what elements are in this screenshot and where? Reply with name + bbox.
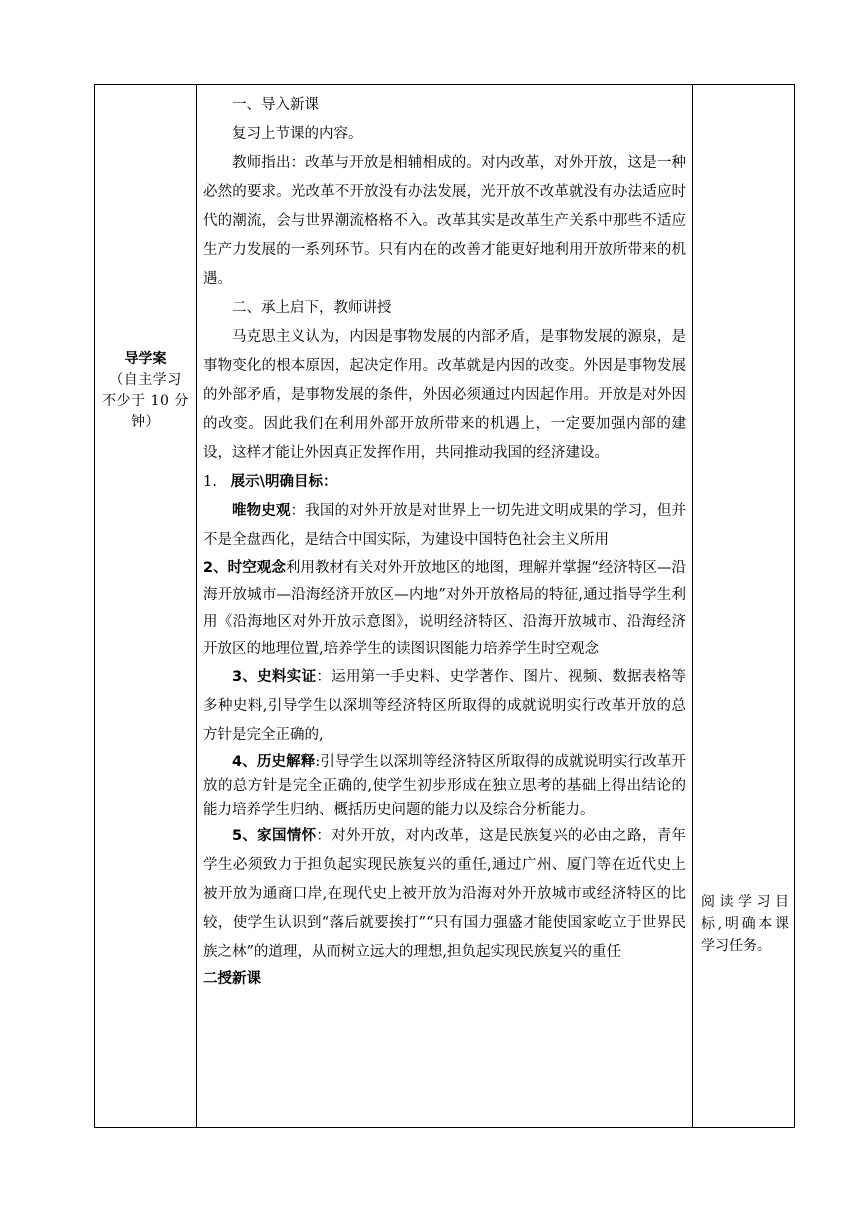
goal-4 — [203, 750, 686, 822]
activity-column-cell — [693, 85, 795, 1128]
goal-1-text: ：我国的对外开放是对世界上一切先进文明成果的学习，但并不是全盘西化，是结合中国实际，为建设中国特色社会主义所用 — [203, 503, 687, 548]
goal-2-label: 2、时空观念 — [203, 560, 286, 576]
intro-review: 复习上节课的内容。 — [232, 126, 363, 142]
goal-5 — [203, 822, 686, 967]
goal-1 — [203, 497, 686, 555]
goal-5-text: ：对外开放，对内改革，这是民族复兴的必由之路，青年学生必须致力于担负起实现民族复兴的重任,通过广州、厦门等在近代史上被开放为通商口岸,在现代史上被开放为沿海对外开放城市或经济特区的比较，使学生认识到“落后就要挨打”“只有国力强盛才能使国家屹立于世界民族之林”的道理，从而树立远大的理想,担负起实现民族复兴的重任 — [203, 828, 686, 960]
goal-1-label: 唯物史观 — [232, 503, 291, 519]
lecture-heading: 二、承上启下，教师讲授 — [232, 300, 392, 316]
goal-3 — [203, 663, 686, 750]
goal-2 — [203, 555, 686, 663]
lesson-plan-table — [94, 84, 795, 1128]
intro-paragraph: 教师指出：改革与开放是相辅相成的。对内改革，对外开放，这是一种必然的要求。光改革不开放没有办法发展，光开放不改革就没有办法适应时代的潮流，会与世界潮流格格不入。改革其实是改革生产关系中那些不适应生产力发展的一系列环节。只有内在的改善才能更好地利用开放所带来的机遇。 — [203, 155, 686, 287]
goal-4-text: :引导学生以深圳等经济特区所取得的成就说明实行改革开放的总方针是完全正确的,使学生初步形成在独立思考的基础上得出结论的能力培养学生归纳、概括历史问题的能力以及综合分析能力。 — [203, 754, 686, 818]
new-lesson-heading: 二授新课 — [203, 971, 261, 987]
intro-heading: 一、导入新课 — [232, 97, 319, 113]
left-column-cell — [95, 85, 197, 1128]
goals-number: 1. — [203, 474, 217, 490]
goals-heading — [203, 468, 686, 497]
goal-2-text: 利用教材有关对外开放地区的地图，理解并掌握“经济特区—沿海开放城市—沿海经济开放区—内地”对外开放格局的特征,通过指导学生利用《沿海地区对外开放示意图》，说明经济特区、沿海开放城市、沿海经济开放区的地理位置,培养学生的读图识图能力培养学生时空观念 — [203, 560, 686, 657]
lecture-paragraph: 马克思主义认为，内因是事物发展的内部矛盾，是事物发展的源泉，是事物变化的根本原因，起决定作用。改革就是内因的改变。外因是事物发展的外部矛盾，是事物发展的条件，外因必须通过内因起作用。开放是对外因的改变。因此我们在利用外部开放所带来的机遇上，一定要加强内部的建设，这样才能让外因真正发挥作用，共同推动我国的经济建设。 — [203, 329, 686, 461]
goals-heading-text: 展示\明确目标： — [230, 474, 338, 490]
student-activity-note: 阅读学习目标,明确本课学习任务。 — [701, 894, 789, 954]
content-column-cell — [197, 85, 693, 1128]
table-row — [95, 85, 795, 1128]
section-title: 导学案 — [124, 351, 167, 367]
goal-3-label: 3、史料实证 — [232, 669, 317, 685]
time-note-line1: （自主学习 — [109, 372, 182, 388]
time-note-line3: 钟） — [131, 414, 160, 430]
goal-3-text: ：运用第一手史料、史学著作、图片、视频、数据表格等多种史料,引导学生以深圳等经济特区所取得的成就说明实行改革开放的总方针是完全正确的, — [203, 669, 686, 743]
goal-4-label: 4、历史解释 — [232, 754, 316, 770]
time-note-line2: 不少于 10 分 — [102, 393, 189, 409]
goal-5-label: 5、家国情怀 — [232, 828, 317, 844]
left-label — [95, 349, 196, 433]
